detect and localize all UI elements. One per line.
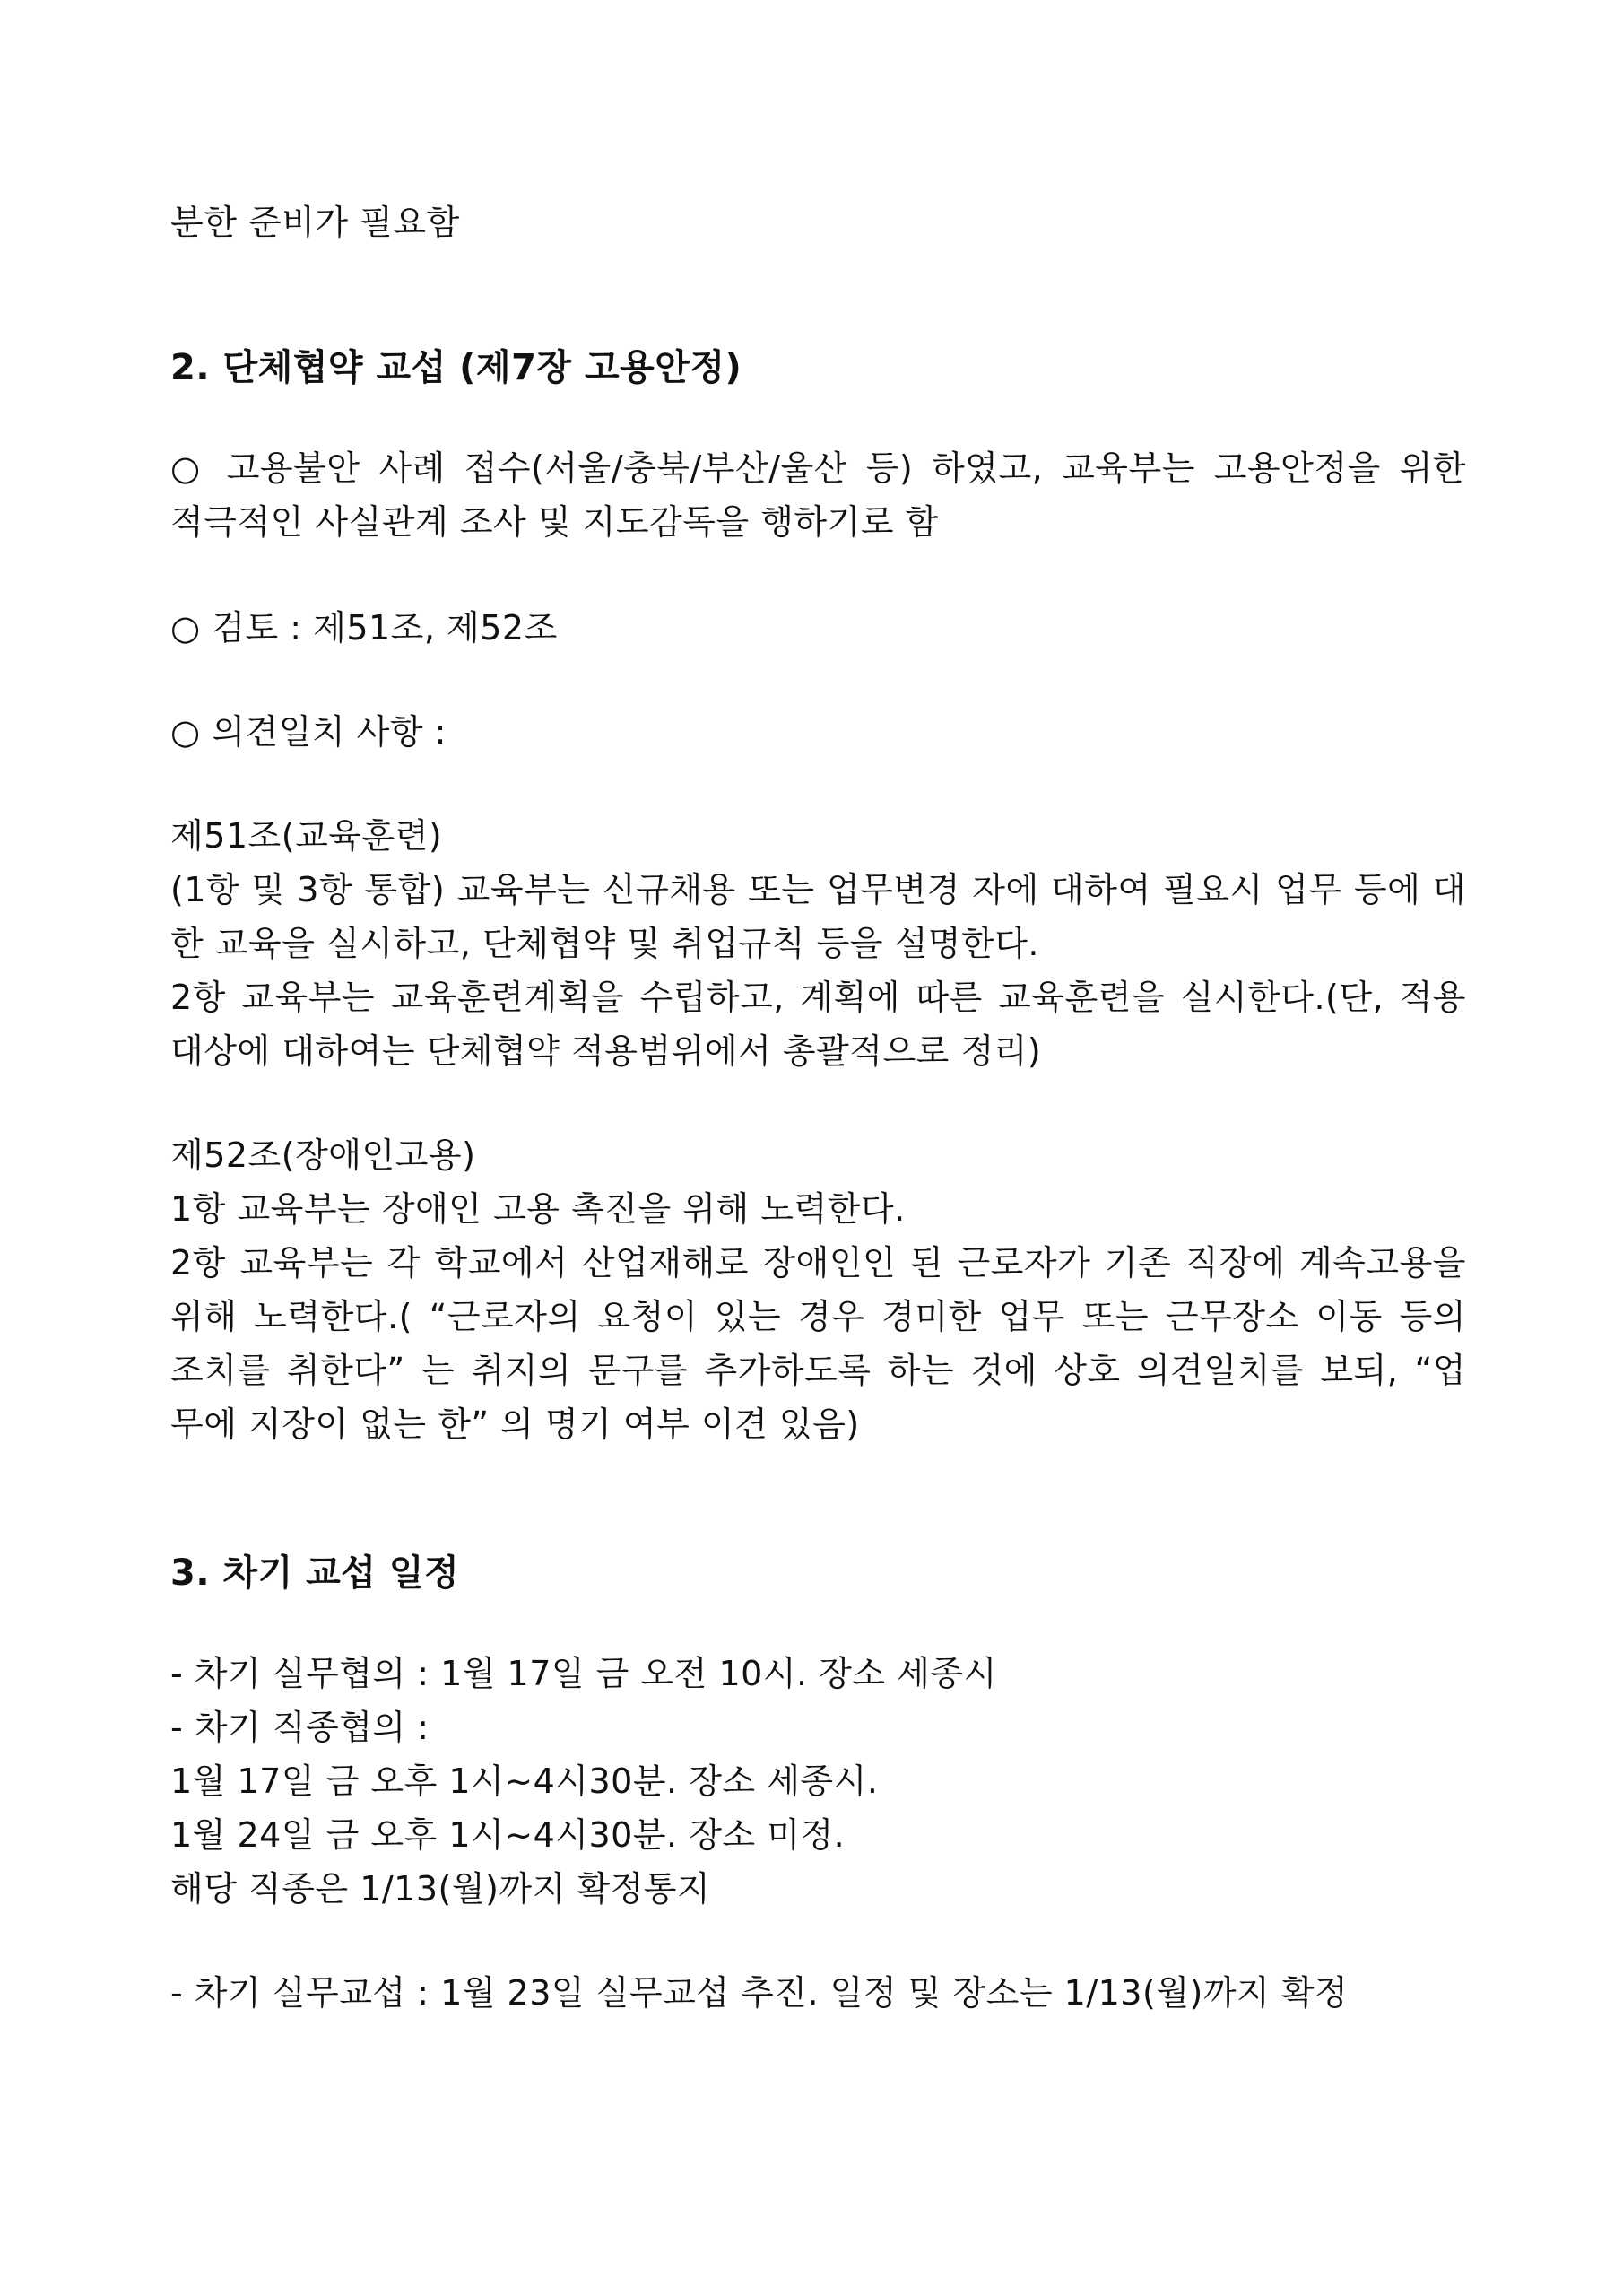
schedule-line-1: - 차기 실무협의 : 1월 17일 금 오전 10시. 장소 세종시	[170, 1654, 997, 1693]
article-51-line-3: 2항 교육부는 교육훈련계획을 수립하고, 계획에 따른 교육훈련을 실시한다.(단, 적용	[170, 978, 1466, 1017]
schedule-line-6: - 차기 실무교섭 : 1월 23일 실무교섭 추진. 일정 및 장소는 1/13(월)까지 확정	[170, 1973, 1349, 2013]
section-2-item-1-line-2: 적극적인 사실관계 조사 및 지도감독을 행하기로 함	[170, 502, 939, 542]
article-52-line-3: 위해 노력한다.( “근로자의 요청이 있는 경우 경미한 업무 또는 근무장소 이동 등의	[170, 1297, 1466, 1336]
schedule-line-2: - 차기 직종협의 :	[170, 1708, 430, 1747]
article-52-line-4: 조치를 취한다” 는 취지의 문구를 추가하도록 하는 것에 상호 의견일치를 보되, “업	[170, 1351, 1466, 1390]
section-2-heading: 2. 단체협약 교섭 (제7장 고용안정)	[170, 347, 742, 388]
article-51-line-1: (1항 및 3항 통합) 교육부는 신규채용 또는 업무변경 자에 대하여 필요시 업무 등에 대	[170, 870, 1466, 909]
article-52-line-2: 2항 교육부는 각 학교에서 산업재해로 장애인인 된 근로자가 기존 직장에 계속고용을	[170, 1243, 1466, 1283]
section-2-item-1-line-1: ○ 고용불안 사례 접수(서울/충북/부산/울산 등) 하였고, 교육부는 고용안정을 위한	[170, 448, 1466, 488]
intro-continuation-text: 분한 준비가 필요함	[170, 203, 460, 242]
section-2-agreement-label: ○ 의견일치 사항 :	[170, 712, 447, 752]
section-2-review-text: ○ 검토 : 제51조, 제52조	[170, 608, 558, 648]
article-52-line-1: 1항 교육부는 장애인 고용 촉진을 위해 노력한다.	[170, 1189, 906, 1229]
article-52-title: 제52조(장애인고용)	[170, 1135, 476, 1175]
article-52-line-5: 무에 지장이 없는 한” 의 명기 여부 이견 있음)	[170, 1405, 860, 1444]
section-3-heading: 3. 차기 교섭 일정	[170, 1552, 460, 1594]
schedule-line-5: 해당 직종은 1/13(월)까지 확정통지	[170, 1869, 711, 1909]
schedule-line-4: 1월 24일 금 오후 1시~4시30분. 장소 미정.	[170, 1815, 846, 1855]
article-51-line-4: 대상에 대하여는 단체협약 적용범위에서 총괄적으로 정리)	[170, 1031, 1042, 1071]
article-51-line-2: 한 교육을 실시하고, 단체협약 및 취업규칙 등을 설명한다.	[170, 924, 1039, 963]
article-51-title: 제51조(교육훈련)	[170, 816, 443, 856]
schedule-line-3: 1월 17일 금 오후 1시~4시30분. 장소 세종시.	[170, 1761, 879, 1801]
